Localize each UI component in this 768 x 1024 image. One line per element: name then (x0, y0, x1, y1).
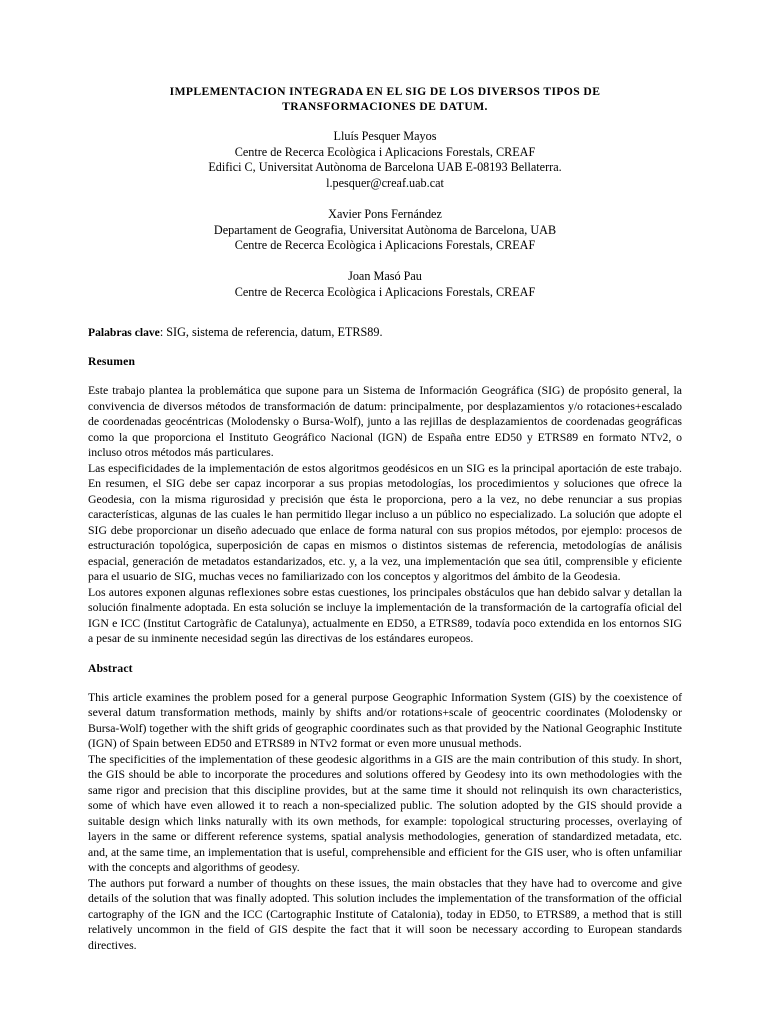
abstract-paragraph: The authors put forward a number of thoughts on these issues, the main obstacles that they have had to overcome and give details of the solution that was finally adopted. This solution includes the implementation of the transformation of the official cartography of the IGN and the ICC (Cartographic Institute of Catalonia), today in ED50, to ETRS89, a method that is still relatively uncommon in the field of GIS despite the fact that it will soon be necessary according to European standards directives. (88, 876, 682, 952)
author-name: Lluís Pesquer Mayos (333, 129, 437, 143)
resumen-heading: Resumen (88, 355, 136, 369)
title-line-1: IMPLEMENTACION INTEGRADA EN EL SIG DE LOS DIVERSOS TIPOS DE (169, 85, 601, 98)
author-block (88, 129, 682, 191)
resumen-body (88, 383, 682, 647)
author-affiliation: Departament de Geografia, Universitat Autònoma de Barcelona, UAB (213, 222, 557, 237)
author-affiliation: Centre de Recerca Ecològica i Aplicacions Forestals, CREAF (234, 144, 536, 159)
resumen-paragraph: Este trabajo plantea la problemática que supone para un Sistema de Información Geográfica (SIG) de propósito general, la convivencia de diversos métodos de transformación de datum: principalmente, por desplazamientos y/o rotaciones+escalado de coordenadas geocéntricas (Molodensky o Bursa-Wolf), junto a las rejillas de desplazamientos de coordenadas geográficas como la que proporciona el Instituto Geográfico Nacional (IGN) de España entre ED50 y ETRS89 en formato NTv2, o incluso otros métodos más particulares. (88, 384, 682, 460)
author-address: Edifici C, Universitat Autònoma de Barcelona UAB E-08193 Bellaterra. (208, 160, 562, 175)
author-name: Xavier Pons Fernández (328, 206, 442, 221)
abstract-body (88, 690, 682, 954)
author-affiliation: Centre de Recerca Ecològica i Aplicacions Forestals, CREAF (234, 238, 536, 253)
author-name: Joan Masó Pau (348, 269, 422, 284)
author-affiliation: Centre de Recerca Ecològica i Aplicacions Forestals, CREAF (234, 284, 536, 299)
abstract-paragraph: This article examines the problem posed for a general purpose Geographic Information System (GIS) by the coexistence of several datum transformation methods, mainly by shifts and/or rotations+scale of geocentric coordinates (Molodensky or Bursa-Wolf) together with the shift grids of geographic coordinates such as that provided by the National Geographic Institute (IGN) of Spain between ED50 and ETRS89 in NTv2 format or even more unusual methods. (88, 690, 682, 751)
abstract-heading: Abstract (88, 661, 133, 675)
author-block (88, 207, 682, 254)
title-line-2: TRANSFORMACIONES DE DATUM. (282, 100, 488, 113)
paper-title (88, 84, 682, 114)
abstract-paragraph: The specificities of the implementation of these geodesic algorithms in a GIS are the main contribution of this study. In short, the GIS should be able to incorporate the procedures and solutions offered by Geodesy into its own methodologies with the same rigor and precision that this discipline provides, but at the same time it should not relinquish its own characteristics, some of which have even allowed it to reach a non-specialized public. The solution adopted by the GIS should provide a suitable design which links naturally with its own methods, for example: topological structuring processes, overlaying of layers in the same or different reference systems, spatial analysis methodologies, generation of standardized metadata, etc. and, at the same time, an implementation that is useful, comprehensible and efficient for the GIS user, who is often unfamiliar with the concepts and algorithms of geodesy. (88, 752, 682, 875)
author-block (88, 269, 682, 300)
resumen-paragraph: Los autores exponen algunas reflexiones sobre estas cuestiones, los principales obstáculos que han debido salvar y detallan la solución finalmente adoptada. En esta solución se incluye la implementación de la transformación de la cartografía oficial del IGN e ICC (Institut Cartogràfic de Catalunya), actualmente en ED50, a ETRS89, todavía poco extendida en los entornos SIG a pesar de su inminente necesidad según las directivas de los estándares europeos. (88, 585, 682, 646)
resumen-paragraph: Las especificidades de la implementación de estos algoritmos geodésicos en un SIG es la principal aportación de este trabajo. En resumen, el SIG debe ser capaz incorporar a sus propias metodologías, los procedimientos y soluciones que ofrece la Geodesia, con la misma rigurosidad y precisión que ésta le proporciona, pero a la vez, no debe renunciar a sus propias características, algunas de las cuales le han permitido llegar incluso a un público no especializado. La solución que adopte el SIG debe proporcionar un diseño adecuado que enlace de forma natural con sus propios métodos, por ejemplo: procesos de estructuración topológica, superposición de capas en mismos o distintos sistemas de referencia, metodologías de análisis espacial, generación de metadatos estandarizados, etc. y, a la vez, una implementación que sea útil, comprensible y eficiente para el usuario de SIG, muchas veces no familiarizado con los conceptos y algoritmos del ámbito de la Geodesia. (88, 461, 682, 584)
author-email: l.pesquer@creaf.uab.cat (326, 175, 444, 190)
keywords-line (88, 325, 682, 341)
keywords-text: : SIG, sistema de referencia, datum, ETRS89. (159, 324, 383, 339)
keywords-label: Palabras clave (88, 325, 160, 339)
paper-page (88, 84, 682, 953)
author-list (88, 129, 682, 301)
